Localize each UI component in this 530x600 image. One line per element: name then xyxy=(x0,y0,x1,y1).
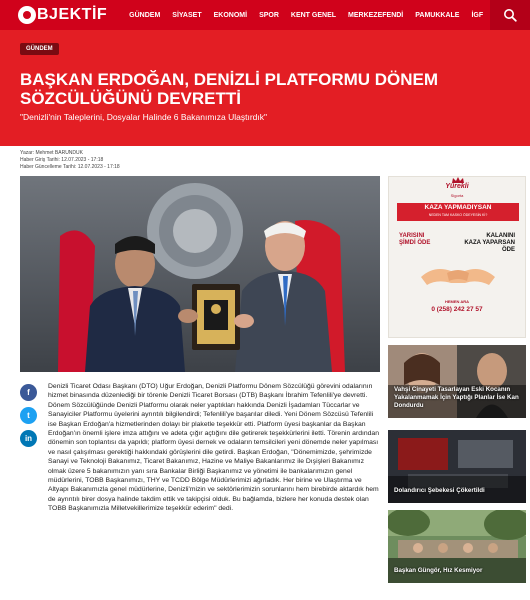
facebook-share-button[interactable] xyxy=(20,384,37,401)
nav-item-pamukkale[interactable]: PAMUKKALE xyxy=(415,11,460,19)
ad-phone-label: HEMEN ARA xyxy=(444,299,470,304)
handshake-icon xyxy=(419,257,497,293)
search-icon xyxy=(503,8,517,22)
ad-brand: Yürekli xyxy=(445,183,469,190)
article-published-date: Haber Giriş Tarihi: 12.07.2023 - 17:18 xyxy=(20,157,104,163)
nav-item-ekonomi[interactable]: EKONOMİ xyxy=(213,11,248,19)
side-news-card[interactable] xyxy=(388,345,526,418)
ad-headline: KAZA YAPMADIYSAN xyxy=(424,204,492,211)
article-subtitle: "Denizli'nin Taleplerini, Dosyalar Halinde 6 Bakanımıza Ulaştırdık" xyxy=(20,112,268,122)
side-news-title: Başkan Güngör, Hız Kesmiyor xyxy=(394,567,483,574)
main-menu xyxy=(129,12,483,19)
article-updated-date: Haber Güncelleme Tarihi: 12.07.2023 - 17:18 xyxy=(20,164,120,170)
ad-right-line-3: ÖDE xyxy=(501,247,515,253)
ad-headline-banner xyxy=(397,203,519,221)
side-news-card[interactable] xyxy=(388,510,526,583)
article-header xyxy=(0,30,530,146)
article-body: Denizli Ticaret Odası Başkanı (DTO) Uğur Erdoğan, Denizli Platformu Dönem Sözcülüğü görevini odalarının hizmet binasında düzenlediği bir törenle Denizli Ticaret Borsası (DTB) Başkanı İbrahim Tefenlili'ye devretti. Dönem Sözcülüğünde Denizli Platformu olarak neler yaptıkları hakkında Denizli İşadamları Tüccarlar ve Sanayiciler Platformu üyelerini ayrıntılı bilgilendirdi; Tefenlili'ye başarılar diledi. Yeni Dönem Sözcüsü Tefenlili ise Başkan Erdoğan'a hizmetlerinden dolayı bir plaketle teşekkür etti. Platform üyesi başkanlar da Başkan Erdoğan'ın önemli işlere imza attığını ve adeta çığır açtığını dile getirerek teşekkürlerini iletti. Törenin ardından dönemin son toplantısı da yapıldı; platform üyesi dernek ve odaların temsilcileri yeni dönemde neler yapılması ve nasıl çalışılması gerektiği hakkındaki görüşlerini dile getirdi. Başkan Erdoğan, "Dönemimizde, şehrimizde Sanayi ve Teknoloji Bakanımız, Ticaret Bakanımız, Hazine ve Maliye Bakanlarımız ile Dışişleri Bakanımız olmak üzere 5 bakanımızın yanı sıra Bankalar Birliği Başkanımız ve yönetimi ile bankalarımızın genel müdürlerini, TOBB Başkanımızı, THY ve TCDD Bölge Müdürlerimizi ağırladık. Her birine ve Ulaştırma ve Altyapı Bakanımızla genel müdürlerine, Denizli'mizin ve sektörlerimizin sorunlarını hem birebirde aktardık hem de ayrıntılı birer dosya halinde takdim ettik ve takipçisi olduk. Bu bağlamda, bizlere her konuda destek olan TOBB Başkanımızla Milletvekillerimize teşekkür ederim" dedi. xyxy=(48,383,379,513)
nav-item-merkezefendi[interactable]: MERKEZEFENDİ xyxy=(348,11,404,19)
nav-item-gundem[interactable]: GÜNDEM xyxy=(129,11,161,19)
ad-brand-sub: Sigorta xyxy=(450,193,464,198)
nav-item-spor[interactable]: SPOR xyxy=(259,11,279,19)
nav-item-igf[interactable]: İGF xyxy=(471,11,484,19)
ad-right-text xyxy=(464,233,515,254)
ad-left-line-2: ŞİMDİ ÖDE xyxy=(399,240,431,246)
ad-right-line-2: KAZA YAPARSAN xyxy=(464,240,515,246)
side-news-title: Dolandırıcı Şebekesi Çökertildi xyxy=(394,487,485,494)
article-title: BAŞKAN ERDOĞAN, DENİZLİ PLATFORMU DÖNEM SÖZCÜLÜĞÜNÜ DEVRETTİ xyxy=(20,70,439,108)
article-photo xyxy=(20,176,380,372)
linkedin-icon: in xyxy=(24,434,33,443)
ad-left-text xyxy=(399,233,430,247)
ad-right-line-1: KALANINI xyxy=(486,233,515,239)
ad-phone-number[interactable]: 0 (258) 242 27 57 xyxy=(431,306,483,313)
article-author: Yazar: Mehmet BARUNDUK xyxy=(20,150,83,156)
site-logo[interactable] xyxy=(18,0,107,30)
side-news-card[interactable] xyxy=(388,430,526,503)
ad-left-line-1: YARISINI xyxy=(399,233,425,239)
article-meta xyxy=(20,150,120,171)
nav-item-kent-genel[interactable]: KENT GENEL xyxy=(290,11,337,19)
twitter-icon: t xyxy=(27,411,30,420)
logo-o-icon xyxy=(18,6,36,24)
ad-headline-sub: NEDEN TAM KASKO ÖDEYESİN Kİ? xyxy=(428,213,488,217)
top-navigation-bar xyxy=(0,0,530,30)
logo-text: BJEKTİF xyxy=(37,6,108,23)
search-button[interactable] xyxy=(490,0,530,30)
nav-item-siyaset[interactable]: SİYASET xyxy=(172,11,202,19)
category-badge[interactable]: GÜNDEM xyxy=(20,43,59,55)
side-news-title: Vahşi Cinayeti Tasarlayan Eski Kocanın Yakalanmamak İçin Yaptığı Planlar İse Kan Dondurdu xyxy=(394,386,519,409)
facebook-icon: f xyxy=(27,388,30,397)
twitter-share-button[interactable] xyxy=(20,407,37,424)
insurance-advertisement[interactable] xyxy=(388,176,526,338)
linkedin-share-button[interactable] xyxy=(20,430,37,447)
